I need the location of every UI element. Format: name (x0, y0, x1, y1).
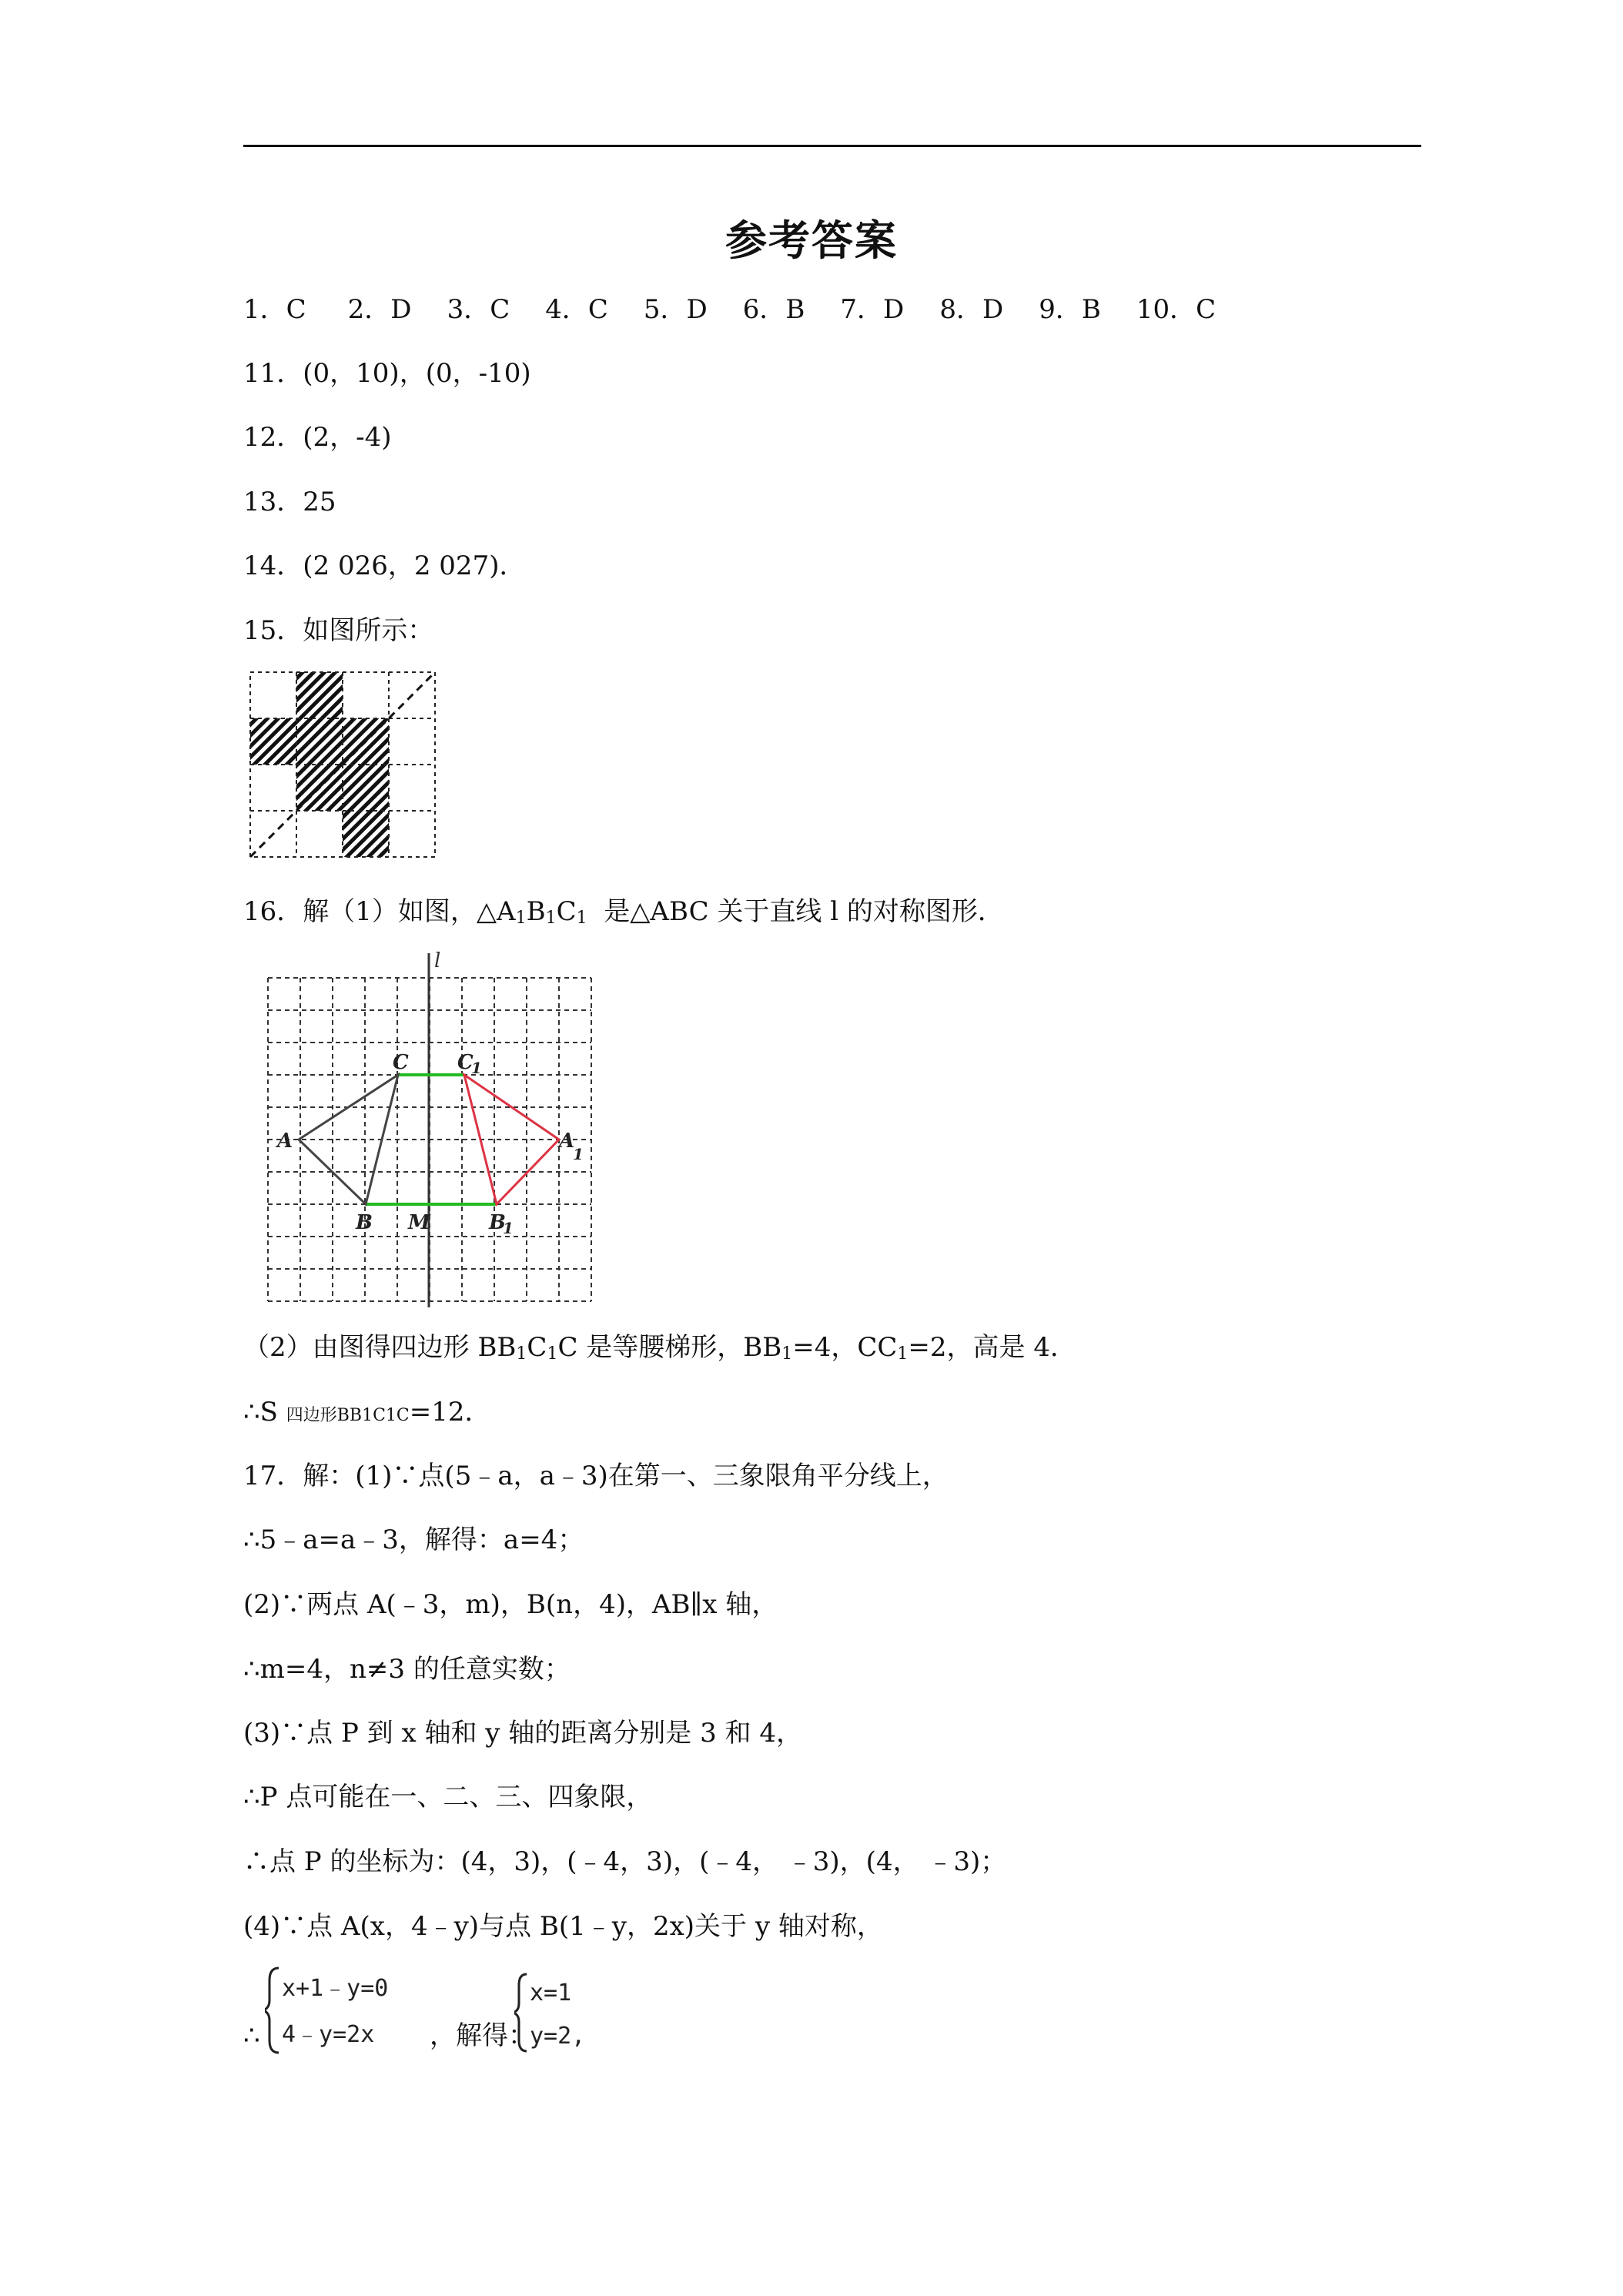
label-a1: A (559, 1130, 575, 1153)
answer-17-line5: (3)∵点 P 到 x 轴和 y 轴的距离分别是 3 和 4， (243, 1718, 802, 1749)
label-c: C (393, 1051, 409, 1074)
answer-3: 3．C (447, 294, 510, 325)
sub-1: 1 (781, 1344, 793, 1364)
answer-17-line9-prefix: ∴ (243, 2020, 260, 2051)
label-m: M (408, 1211, 430, 1234)
q16-text-a: 16．解（1）如图，△A (243, 896, 516, 927)
system1-eq1: x+1﹣y=0 (282, 1975, 389, 2002)
page-title: 参考答案 (725, 216, 898, 265)
answer-17-line4: ∴m=4，n≠3 的任意实数； (243, 1654, 571, 1685)
answer-8: 8．D (939, 294, 1004, 325)
q16-text-d: 是△ABC 关于直线 l 的对称图形． (604, 896, 1004, 927)
header-rule (243, 145, 1421, 147)
answer-12: 12．(2，-4) (243, 422, 392, 453)
answer-11: 11．(0，10)，(0，-10) (243, 358, 531, 389)
q16-p2-c: C 是等腰梯形，BB (557, 1332, 782, 1363)
answer-17-line6: ∴P 点可能在一、二、三、四象限， (243, 1782, 653, 1812)
label-b1: B (489, 1211, 506, 1234)
label-b: B (356, 1211, 373, 1234)
answer-2: 2．D (347, 294, 412, 325)
system2-eq1: x=1 (530, 1980, 572, 2006)
answer-14: 14．(2 026，2 027)． (243, 551, 526, 581)
answer-17-line2: ∴5﹣a=a﹣3，解得：a=4； (243, 1525, 584, 1555)
q16-text-c: C (556, 896, 577, 927)
q16-text-b: B (526, 896, 546, 927)
answer-6: 6．B (742, 294, 805, 325)
q16-p2-d: =4，CC (792, 1332, 898, 1363)
answer-17-line7: ∴点 P 的坐标为：(4，3)，(﹣4，3)，(﹣4， ﹣3)，(4， ﹣3)； (243, 1846, 1007, 1877)
label-c1: C (457, 1051, 474, 1074)
label-a1-sub: 1 (573, 1145, 584, 1163)
answer-17-line8: (4)∵点 A(x，4﹣y)与点 B(1﹣y，2x)关于 y 轴对称， (243, 1911, 883, 1942)
label-b1-sub: 1 (503, 1219, 514, 1237)
answer-13: 13．25 (243, 487, 336, 517)
answer-16-part3 (243, 1395, 491, 1433)
system1-eq2: 4﹣y=2x (282, 2021, 375, 2048)
answer-9: 9．B (1039, 294, 1101, 325)
answer-17-line3: (2)∵两点 A(﹣3，m)，B(n，4)，AB∥x 轴， (243, 1589, 778, 1620)
sub-1: 1 (545, 909, 557, 928)
answer-17-line9-mid: ，解得： (430, 2020, 534, 2051)
q16-p3-sub: 四边形BB1C1C (286, 1406, 410, 1425)
answer-16-part1 (243, 895, 1004, 935)
equation-system-2 (514, 1970, 607, 2056)
sub-1: 1 (897, 1344, 909, 1364)
answer-15: 15．如图所示： (243, 615, 434, 646)
sub-1: 1 (516, 1344, 527, 1364)
label-a: A (277, 1130, 293, 1153)
answer-16-part2 (243, 1330, 1076, 1371)
q16-p2-a: （2）由图得四边形 BB (243, 1332, 517, 1363)
sub-1: 1 (515, 909, 527, 928)
answer-10: 10．C (1136, 294, 1216, 325)
answer-1: 1．C (243, 294, 306, 325)
answer-7: 7．D (840, 294, 905, 325)
label-c1-sub: 1 (471, 1059, 482, 1077)
symmetric-pattern-figure (248, 670, 440, 862)
triangle-reflection-figure (254, 946, 608, 1307)
answer-5: 5．D (643, 294, 708, 325)
sub-1: 1 (547, 1344, 558, 1364)
sub-1: 1 (576, 909, 587, 928)
answer-4: 4．C (545, 294, 608, 325)
triangle-a1b1c1 (464, 1075, 559, 1204)
answer-17-line1: 17．解：(1)∵点(5﹣a，a﹣3)在第一、三象限角平分线上， (243, 1461, 949, 1491)
q16-p3-c: =12． (409, 1397, 491, 1427)
equation-system-1 (265, 1963, 434, 2057)
q16-p3-a: ∴S (243, 1397, 286, 1427)
q16-p2-b: C (527, 1332, 547, 1363)
multiple-choice-answers (243, 293, 1251, 326)
q16-p2-e: =2，高是 4． (908, 1332, 1076, 1363)
system2-eq2: y=2, (530, 2023, 586, 2050)
label-l: l (434, 949, 441, 972)
